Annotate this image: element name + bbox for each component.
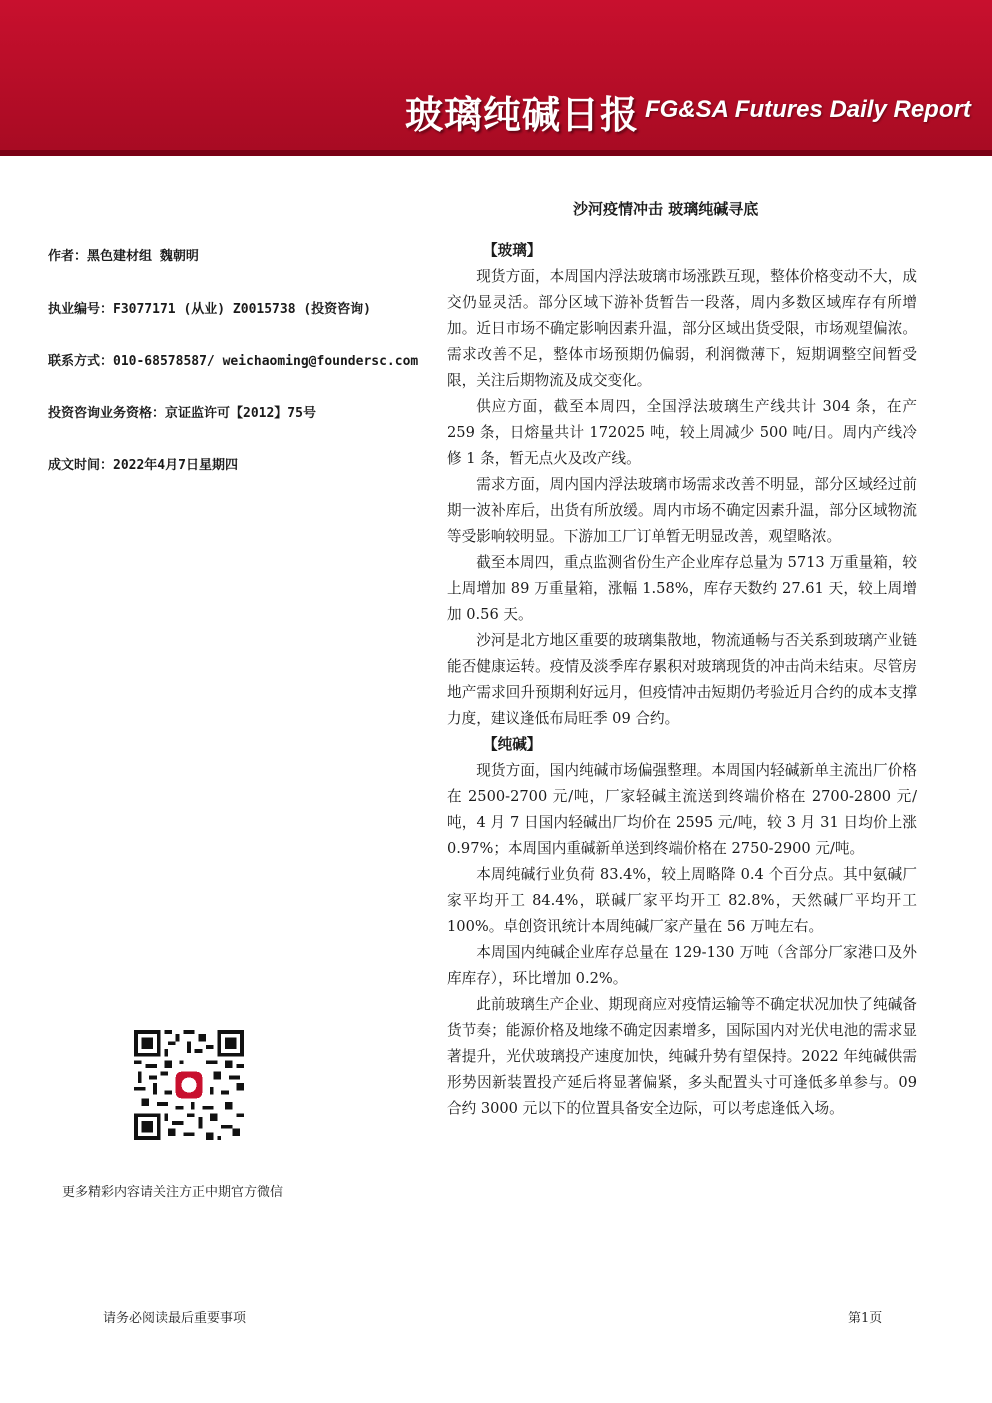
report-body	[447, 238, 917, 1122]
glass-paragraph-spot: 现货方面，本周国内浮法玻璃市场涨跌互现，整体价格变动不大，成交仍显灵活。部分区域下游补货暂告一段落，周内多数区域库存有所增加。近日市场不确定影响因素升温，部分区域出货受限，市场观望偏浓。需求改善不足，整体市场预期仍偏弱，利润微薄下，短期调整空间暂受限，关注后期物流及成交变化。	[447, 268, 917, 389]
glass-paragraph-inventory: 截至本周四，重点监测省份生产企业库存总量为 5713 万重量箱，较上周增加 89 万重量箱，涨幅 1.58%，库存天数约 27.61 天，较上周增加 0.56 天。	[447, 554, 917, 623]
glass-paragraph-demand: 需求方面，周内国内浮法玻璃市场需求改善不明显，部分区域经过前期一波补库后，出货有所放缓。周内市场不确定因素升温，部分区域物流等受影响较明显。下游加工厂订单暂无明显改善，观望略浓。	[447, 476, 917, 545]
soda-paragraph-spot: 现货方面，国内纯碱市场偏强整理。本周国内轻碱新单主流出厂价格在 2500-2700 元/吨，厂家轻碱主流送到终端价格在 2700-2800 元/吨，4 月 7 日国内轻碱出厂均价在 2595 元/吨，较 3 月 31 日均价上涨 0.97%；本周国内重碱新单送到终端价格在 2750-2900 元/吨。	[447, 762, 917, 857]
soda-paragraph-inventory: 本周国内纯碱企业库存总量在 129-130 万吨（含部分厂家港口及外库库存），环比增加 0.2%。	[447, 944, 917, 987]
qr-code-icon	[134, 1030, 244, 1140]
author-line: 作者：黑色建材组 魏朝明	[48, 249, 199, 264]
report-title: 沙河疫情冲击 玻璃纯碱寻底	[573, 200, 759, 218]
footer-notice: 请务必阅读最后重要事项	[103, 1311, 247, 1326]
glass-section-heading: 【玻璃】	[483, 242, 542, 259]
report-series-title-en: FG&SA Futures Daily Report	[645, 96, 971, 123]
page-number: 第1页	[848, 1311, 883, 1326]
qr-caption: 更多精彩内容请关注方正中期官方微信	[62, 1185, 284, 1200]
soda-section-heading: 【纯碱】	[483, 736, 542, 753]
license-line: 执业编号：F3077171 (从业) Z0015738 (投资咨询)	[48, 302, 372, 317]
header-divider	[0, 150, 992, 156]
qualification-line: 投资咨询业务资格：京证监许可【2012】75号	[48, 406, 316, 421]
glass-paragraph-outlook: 沙河是北方地区重要的玻璃集散地，物流通畅与否关系到玻璃产业链能否健康运转。疫情及淡季库存累积对玻璃现货的冲击尚未结束。尽管房地产需求回升预期利好远月，但疫情冲击短期仍考验近月合约的成本支撑力度，建议逢低布局旺季 09 合约。	[447, 632, 917, 727]
glass-paragraph-supply: 供应方面，截至本周四，全国浮法玻璃生产线共计 304 条，在产 259 条，日熔量共计 172025 吨，较上周减少 500 吨/日。周内产线冷修 1 条，暂无点火及改产线。	[447, 398, 917, 467]
date-line: 成文时间：2022年4月7日星期四	[48, 458, 238, 473]
soda-paragraph-outlook: 此前玻璃生产企业、期现商应对疫情运输等不确定状况加快了纯碱备货节奏；能源价格及地缘不确定因素增多，国际国内对光伏电池的需求显著提升，光伏玻璃投产速度加快，纯碱升势有望保持。2022 年纯碱供需形势因新装置投产延后将显著偏紧，多头配置头寸可逢低多单参与。09 合约 3000 元以下的位置具备安全边际，可以考虑逢低入场。	[447, 996, 917, 1117]
report-series-title-cn: 玻璃纯碱日报	[405, 93, 640, 137]
contact-line: 联系方式：010-68578587/ weichaoming@foundersc.com	[48, 354, 419, 369]
soda-paragraph-load: 本周纯碱行业负荷 83.4%，较上周略降 0.4 个百分点。其中氨碱厂家平均开工 84.4%，联碱厂家平均开工 82.8%，天然碱厂平均开工 100%。卓创资讯统计本周纯碱厂家产量在 56 万吨左右。	[447, 866, 917, 935]
